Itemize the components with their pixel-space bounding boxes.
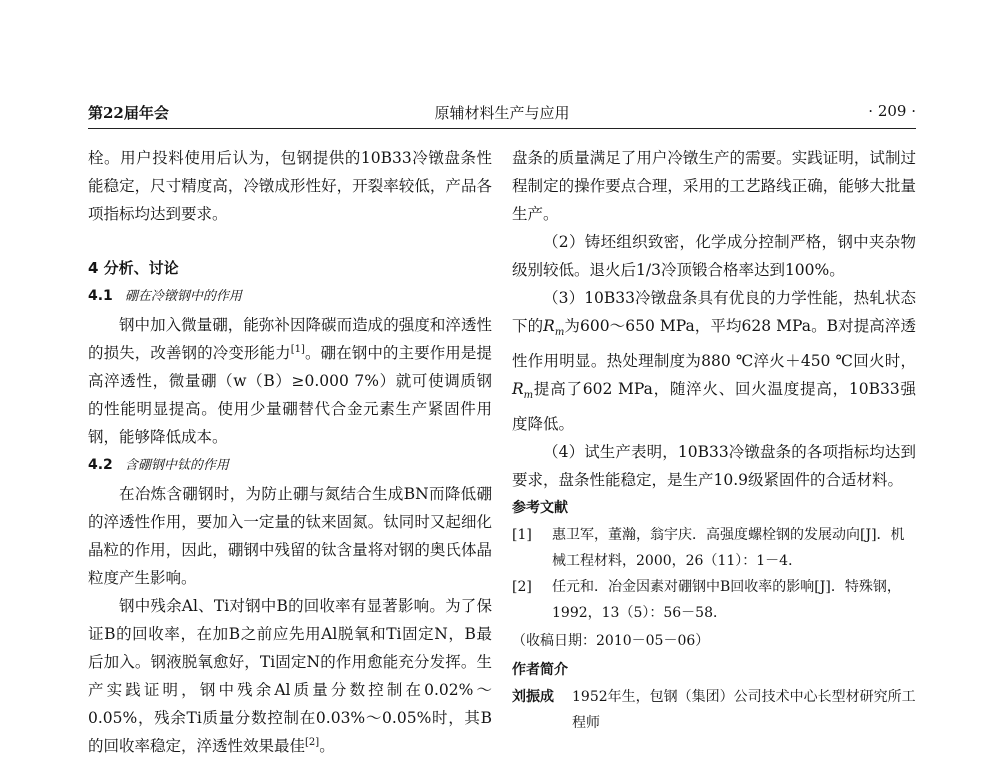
right-column <box>512 144 916 736</box>
references-title: 参考文献 <box>512 500 568 517</box>
c3-text-c: 提高了602 MPa，随淬火、回火温度提高，10B33强度降低。 <box>512 380 916 434</box>
intro-paragraph: 栓。用户投料使用后认为，包钢提供的10B33冷镦盘条性能稳定，尺寸精度高，冷镦成形性好，开裂率较低，产品各项指标均达到要求。 <box>88 149 492 223</box>
section-4-2-paragraph-1: 在冶炼含硼钢时，为防止硼与氮结合生成BN而降低硼的淬透性作用，要加入一定量的钛来固氮。钛同时又起细化晶粒的作用，因此，硼钢中残留的钛含量将对钢的奥氏体晶粒度产生影响。 <box>88 485 492 587</box>
s41-text-b: 。硼在钢中的主要作用是提高淬透性，微量硼（w（B）≥0.000 7%）就可使调质钢的性能明显提高。使用少量硼替代合金元素生产紧固件用钢，能够降低成本。 <box>88 344 492 446</box>
author-bio <box>512 684 916 736</box>
conclusion-3 <box>512 284 916 438</box>
reference-item <box>512 574 916 626</box>
continued-paragraph: 盘条的质量满足了用户冷镦生产的需要。实践证明，试制过程制定的操作要点合理，采用的工艺路线正确，能够大批量生产。 <box>512 149 916 223</box>
s42-text-b: 。 <box>319 737 335 755</box>
rm-symbol-1: $R_m$ <box>543 317 565 339</box>
reference-number: [1] <box>512 527 532 544</box>
section-4-1-paragraph <box>88 311 492 451</box>
running-header <box>88 98 916 128</box>
citation-2: [2] <box>305 736 320 748</box>
author-bio-title: 作者简介 <box>512 662 568 679</box>
conference-label: 第22届年会 <box>88 104 169 122</box>
section-4-heading: 4 分析、讨论 <box>88 259 179 277</box>
section-label: 原辅材料生产与应用 <box>434 104 570 122</box>
left-column <box>88 144 492 760</box>
section-4-2-paragraph-2 <box>88 592 492 760</box>
c3-text-a: （3）10B33冷镦盘条具有优良的力学性能，热轧状态下的 <box>512 289 916 335</box>
section-4-2-title: 含硼钢中钛的作用 <box>124 458 229 473</box>
header-rule <box>88 128 916 129</box>
reference-number: [2] <box>512 579 532 596</box>
reference-text: 任元和．冶金因素对硼钢中B回收率的影响[J]．特殊钢，1992，13（5）：56－58． <box>552 579 901 622</box>
reference-text: 惠卫军，董瀚，翁宇庆．高强度螺栓钢的发展动向[J]．机械工程材料，2000，26（11）：1－4． <box>552 527 905 570</box>
page-number: · 209 · <box>868 102 916 120</box>
rm-symbol-2: $R_m$ <box>512 380 534 402</box>
author-name: 刘振成 <box>512 689 554 706</box>
section-4-2-number: 4.2 <box>88 457 113 473</box>
citation-1: [1] <box>290 343 305 355</box>
conclusion-4: （4）试生产表明，10B33冷镦盘条的各项指标均达到要求，盘条性能稳定，是生产10.9级紧固件的合适材料。 <box>512 443 916 490</box>
conclusion-2: （2）铸坯组织致密，化学成分控制严格，钢中夹杂物级别较低。退火后1/3冷顶锻合格率达到100%。 <box>512 233 916 279</box>
received-date: （收稿日期：2010－05－06） <box>512 633 710 650</box>
section-4-1-heading <box>88 282 492 311</box>
section-4-1-number: 4.1 <box>88 288 113 304</box>
c3-text-b: 为600～650 MPa，平均628 MPa。B对提高淬透性作用明显。热处理制度为880 ℃淬火＋450 ℃回火时， <box>512 317 916 371</box>
author-bio-text: 1952年生，包钢（集团）公司技术中心长型材研究所工程师 <box>572 689 916 732</box>
reference-item <box>512 522 916 574</box>
s41-text-a: 钢中加入微量硼，能弥补因降碳而造成的强度和淬透性的损失，改善钢的冷变形能力 <box>88 316 492 362</box>
section-4-1-title: 硼在冷镦钢中的作用 <box>124 289 242 304</box>
section-4-2-heading <box>88 451 492 480</box>
s42-text-a: 钢中残余Al、Ti对钢中B的回收率有显著影响。为了保证B的回收率，在加B之前应先用Al脱氧和Ti固定N，B最后加入。钢液脱氧愈好，Ti固定N的作用愈能充分发挥。生产实践证明，钢中残余Al质量分数控制在0.02%～0.05%，残余Ti质量分数控制在0.03%～0.05%时，其B的回收率稳定，淬透性效果最佳 <box>88 597 492 755</box>
